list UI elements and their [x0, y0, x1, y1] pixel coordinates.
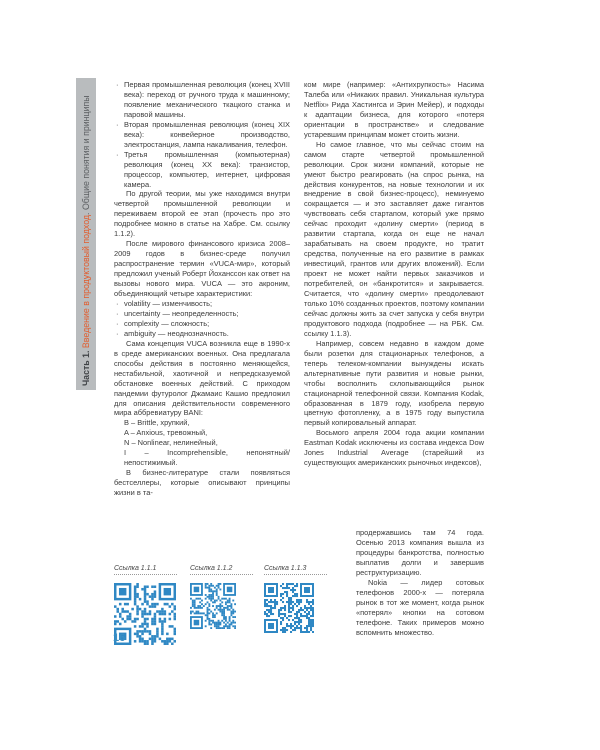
qr-caption: Ссылка 1.1.1	[114, 565, 177, 575]
chapter-sidebar-title	[79, 80, 93, 386]
right-text-column	[304, 80, 484, 468]
list-item: I – Incomprehensible, непонятный/непостижимый.	[124, 448, 290, 468]
paragraph-dow-jones: Восьмого апреля 2004 года акции компании Eastman Kodak исключены из состава индекса Dow Jones Industrial Average (старейший из существующих американских рыночных индексов),	[304, 428, 484, 468]
paragraph-bestsellers: В бизнес-литературе стали появляться бестселлеры, которые описывают принципы жизни в та-	[114, 468, 290, 498]
qr-link-2[interactable]	[190, 565, 253, 629]
page-number: 16	[113, 632, 126, 644]
paragraph-bankruptcy: продержавшись там 74 года. Осенью 2013 компания вышла из процедуры банкротства, полностью выплатив долги и завершив реструктуризацию.	[356, 528, 484, 577]
list-item: · Третья промышленная (компьютерная) революция (конец XX века): транзистор, процессор, компьютер, интернет, цифровая камера.	[114, 150, 290, 190]
list-item: A – Anxious, тревожный,	[124, 428, 208, 438]
qr-link-3[interactable]	[264, 565, 327, 633]
paragraph-vuca-concept: Сама концепция VUCA возникла еще в 1990-х в среде американских военных. Она предлагала способы действия в постоянно меняющейся, нестабильной, хаотичной и непредсказуемой обстановке военных действий. С приходом пандемии футуролог Джамаис Кашио предложил для описания действительности современного мира аббревиатуру BANI:	[114, 338, 290, 418]
list-item: N – Nonlinear, нелинейный,	[124, 438, 218, 448]
list-item: · uncertainty — неопределенность;	[114, 309, 290, 319]
left-text-column	[114, 80, 290, 498]
list-item: · complexity — сложность;	[114, 319, 290, 329]
bani-list	[114, 418, 290, 468]
paragraph-crisis: После мирового финансового кризиса 2008–2009 годов в бизнес-среде получил распространение термин «VUCA-мир», который предложил ученый Роберт Йоханссон как ответ на вызовы нового мира. VUCA — это акроним, объединяющий четыре характеристики:	[114, 239, 290, 299]
paragraph-nokia: Nokia — лидер сотовых телефонов 2000-х — потеряла рынок в тот же момент, когда рынок «потерял» кнопки на сотовом телефоне. Таких примеров можно вспомнить множество.	[356, 577, 484, 637]
list-item: · Первая промышленная революция (конец XVIII века): переход от ручного труда к машинному; появление механического ткацкого станка и паровой машины.	[114, 80, 290, 120]
right-text-column-lower	[356, 528, 484, 637]
qr-code-icon	[190, 583, 236, 629]
list-item: · ambiguity — неоднозначность.	[114, 329, 290, 339]
paragraph-continuation: ком мире (например: «Антихрупкость» Насима Талеба или «Никаких правил. Уникальная культура Netflix» Рида Хастингса и Эрин Мейер), и подходы к адаптации бизнеса, для которого «потеря ориентации в пространстве» и следование устаревшим принципам может стоить жизни.	[304, 80, 484, 139]
sidebar-chapter-title: Введение в продуктовый подход	[81, 214, 91, 349]
list-item: · volatility — изменчивость;	[114, 299, 290, 309]
paragraph-kodak: Например, совсем недавно в каждом доме были розетки для стационарных телефонов, а теперь телеком-компании вынуждены искать альтернативные пути развития и новые рынки, чтобы восполнить схлопывающийся рынок стационарной телефонной связи. Компания Kodak, образованная в 1879 году, изобрела первую цветную фотопленку, а в 1975 году выпустила первый копировальный аппарат.	[304, 338, 484, 428]
qr-caption: Ссылка 1.1.3	[264, 565, 327, 575]
vuca-list	[114, 299, 290, 339]
paragraph-fourth-revolution: Но самое главное, что мы сейчас стоим на самом старте четвертой промышленной революции. Срок жизни компаний, которые не умеют быстро реагировать (на спрос рынка, на действия конкурентов, на новые технологии и их внедрение в свой бизнес-процесс), неминуемо сокращается — и это заставляет даже гигантов чувствовать себя стартапом, который уже прямо сейчас проходит «долину смерти» (период в развитии стартапа, когда он еще не начал зарабатывать на своем продукте, но тратит средства, полученные на его развитие в рамках инвестиций, грантов или других вложений). Если проект не может найти первых заказчиков и потребителей, он «банкротится» и закрывается. Считается, что «долину смерти» преодолевают только 10% созданных проектов, поэтому компании сейчас должны жить за счет запуска у себя внутри продуктового подхода (подробнее — на РБК. См. ссылку 1.1.3).	[304, 139, 484, 338]
list-item: B – Brittle, хрупкий,	[124, 418, 190, 428]
qr-caption: Ссылка 1.1.2	[190, 565, 253, 575]
list-item: · Вторая промышленная революция (конец XIX века): конвейерное производство, электростанция, лампа накаливания, телефон.	[114, 120, 290, 150]
revolutions-list	[114, 80, 290, 189]
paragraph-theory: По другой теории, мы уже находимся внутри четвертой промышленной революции и переживаем второй ее этап (прочесть про это подробнее можно в статье на Хабре. См. ссылку 1.1.2).	[114, 189, 290, 239]
sidebar-chapter-subtitle: . Общие понятия и принципы	[81, 95, 91, 215]
sidebar-part-label: Часть 1.	[81, 350, 91, 386]
qr-code-icon	[264, 583, 314, 633]
